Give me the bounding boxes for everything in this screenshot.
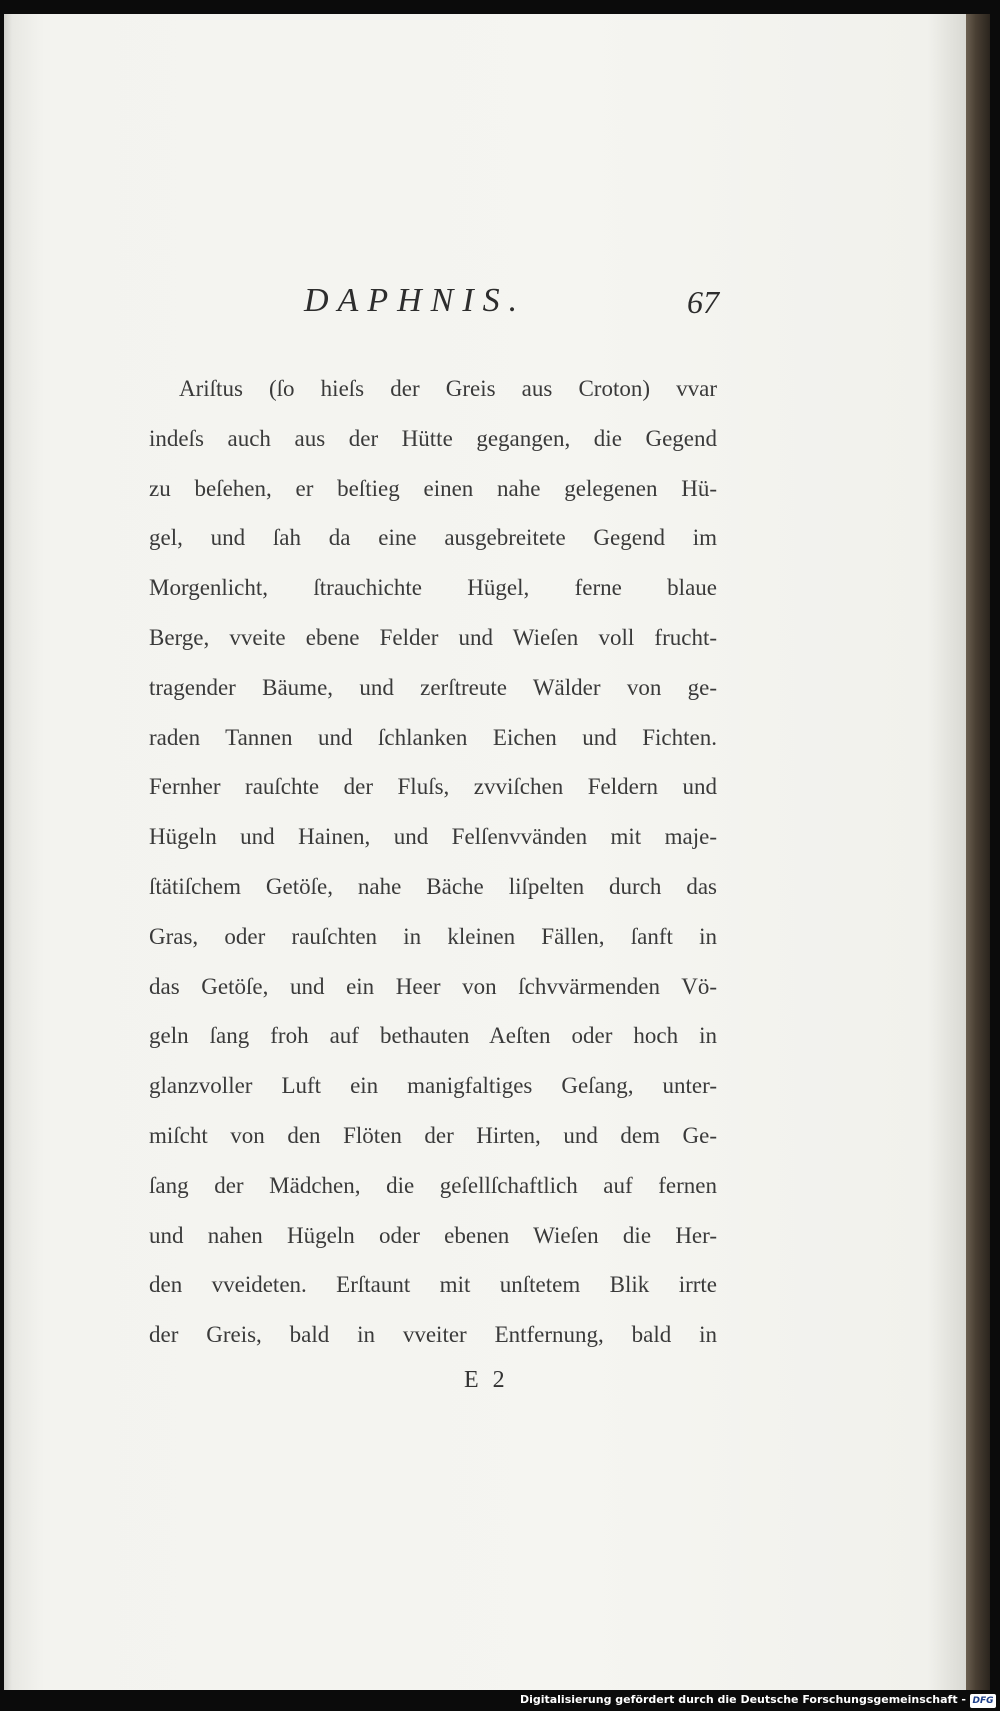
text-line: Fernher rauſchte der Fluſs, zvviſchen Feldern und — [149, 774, 717, 800]
book-page — [4, 14, 966, 1690]
text-line: geln ſang froh auf bethauten Aeſten oder hoch in — [149, 1023, 717, 1049]
text-line: Gras, oder rauſchten in kleinen Fällen, ſanft in — [149, 923, 717, 949]
text-line: und nahen Hügeln oder ebenen Wieſen die Her- — [149, 1222, 717, 1248]
text-line: Berge, vveite ebene Felder und Wieſen voll frucht- — [149, 624, 717, 650]
dfg-logo: DFG — [970, 1694, 996, 1708]
text-line: ſang der Mädchen, die geſellſchaftlich auf fernen — [149, 1172, 717, 1198]
text-line: der Greis, bald in vveiter Entfernung, bald in — [149, 1322, 717, 1348]
running-head — [4, 282, 966, 322]
text-line: miſcht von den Flöten der Hirten, und dem Ge- — [149, 1122, 717, 1148]
text-line: Ariſtus (ſo hieſs der Greis aus Croton) vvar — [179, 376, 717, 401]
text-line: Morgenlicht, ſtrauchichte Hügel, ferne blaue — [149, 575, 717, 601]
signature-mark: E 2 — [464, 1367, 509, 1393]
text-line: glanzvoller Luft ein manigfaltiges Geſang, unter- — [149, 1073, 717, 1099]
book-edge — [966, 14, 990, 1690]
footer-bar — [0, 1692, 1000, 1711]
text-line: indeſs auch aus der Hütte gegangen, die Gegend — [149, 425, 717, 451]
text-line: gel, und ſah da eine ausgebreitete Gegend im — [149, 525, 717, 551]
text-line: raden Tannen und ſchlanken Eichen und Fichten. — [149, 724, 717, 750]
text-line: das Getöſe, und ein Heer von ſchvvärmenden Vö- — [149, 973, 717, 999]
text-line: ſtätiſchem Getöſe, nahe Bäche liſpelten durch das — [149, 873, 717, 899]
text-line: den vveideten. Erſtaunt mit unſtetem Blik irrte — [149, 1272, 717, 1298]
footer-credit: Digitalisierung gefördert durch die Deutsche Forschungsgemeinschaft - — [519, 1693, 966, 1706]
running-head-title: DAPHNIS. — [304, 282, 527, 319]
text-line: tragender Bäume, und zerſtreute Wälder von ge- — [149, 674, 717, 700]
page-number: 67 — [687, 284, 719, 320]
text-line: Hügeln und Hainen, und Felſenvvänden mit maje- — [149, 824, 717, 850]
body-text — [149, 364, 717, 1360]
text-line: zu beſehen, er beſtieg einen nahe gelegenen Hü- — [149, 475, 717, 501]
